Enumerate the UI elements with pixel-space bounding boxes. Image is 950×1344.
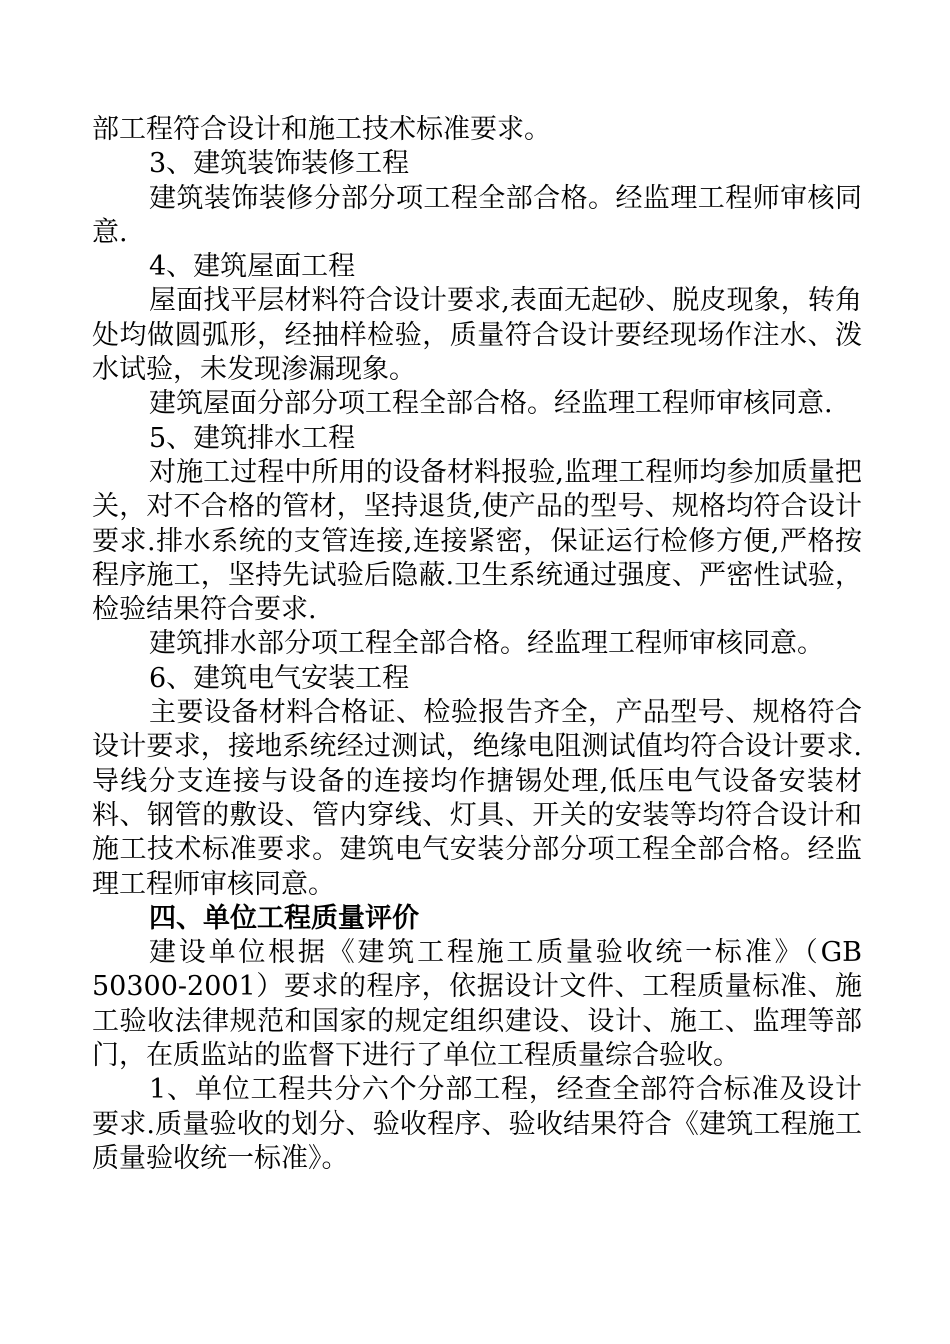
section-heading-4: 4、建筑屋面工程 [149,251,356,283]
paragraph-5: 屋面找平层材料符合设计要求,表面无起砂、脱皮现象，转角处均做圆弧形，经抽样检验，质量符合设计要经现场作注水、泼水试验，未发现渗漏现象。 [92,285,862,386]
paragraph-1: 部工程符合设计和施工技术标准要求。 [92,114,551,145]
section-heading-6: 6、建筑电气安装工程 [149,662,410,694]
paragraph-9: 建筑排水部分项工程全部合格。经监理工程师审核同意。 [149,628,824,660]
paragraph-11: 主要设备材料合格证、检验报告齐全，产品型号、规格符合设计要求，接地系统经过测试，绝缘电阻测试值均符合设计要求.导线分支连接与设备的连接均作搪锡处理,低压电气设备安装材料、钢管的敷设、管内穿线、灯具、开关的安装等均符合设计和施工技术标准要求。建筑电气安装分部分项工程全部合格。经监理工程师审核同意。 [92,697,862,900]
section-heading-5: 5、建筑排水工程 [149,422,356,454]
paragraph-13: 建设单位根据《建筑工程施工质量验收统一标准》（GB 50300-2001）要求的程序，依据设计文件、工程质量标准、施工验收法律规范和国家的规定组织建设、设计、施工、监理等部门，在质监站的监督下进行了单位工程质量综合验收。 [92,937,862,1072]
document-page [92,113,862,1176]
chapter-heading-4: 四、单位工程质量评价 [149,902,419,934]
paragraph-14: 1、单位工程共分六个分部工程，经查全部符合标准及设计要求.质量验收的划分、验收程序、验收结果符合《建筑工程施工质量验收统一标准》。 [92,1074,862,1174]
section-heading-3: 3、建筑装饰装修工程 [149,148,410,180]
paragraph-3: 建筑装饰装修分部分项工程全部合格。经监理工程师审核同意. [92,182,862,248]
paragraph-6: 建筑屋面分部分项工程全部合格。经监理工程师审核同意. [149,388,833,420]
paragraph-8: 对施工过程中所用的设备材料报验,监理工程师均参加质量把关，对不合格的管材，坚持退货,使产品的型号、规格均符合设计要求.排水系统的支管连接,连接紧密，保证运行检修方便,严格按程序施工，坚持先试验后隐蔽.卫生系统通过强度、严密性试验，检验结果符合要求. [92,456,862,626]
